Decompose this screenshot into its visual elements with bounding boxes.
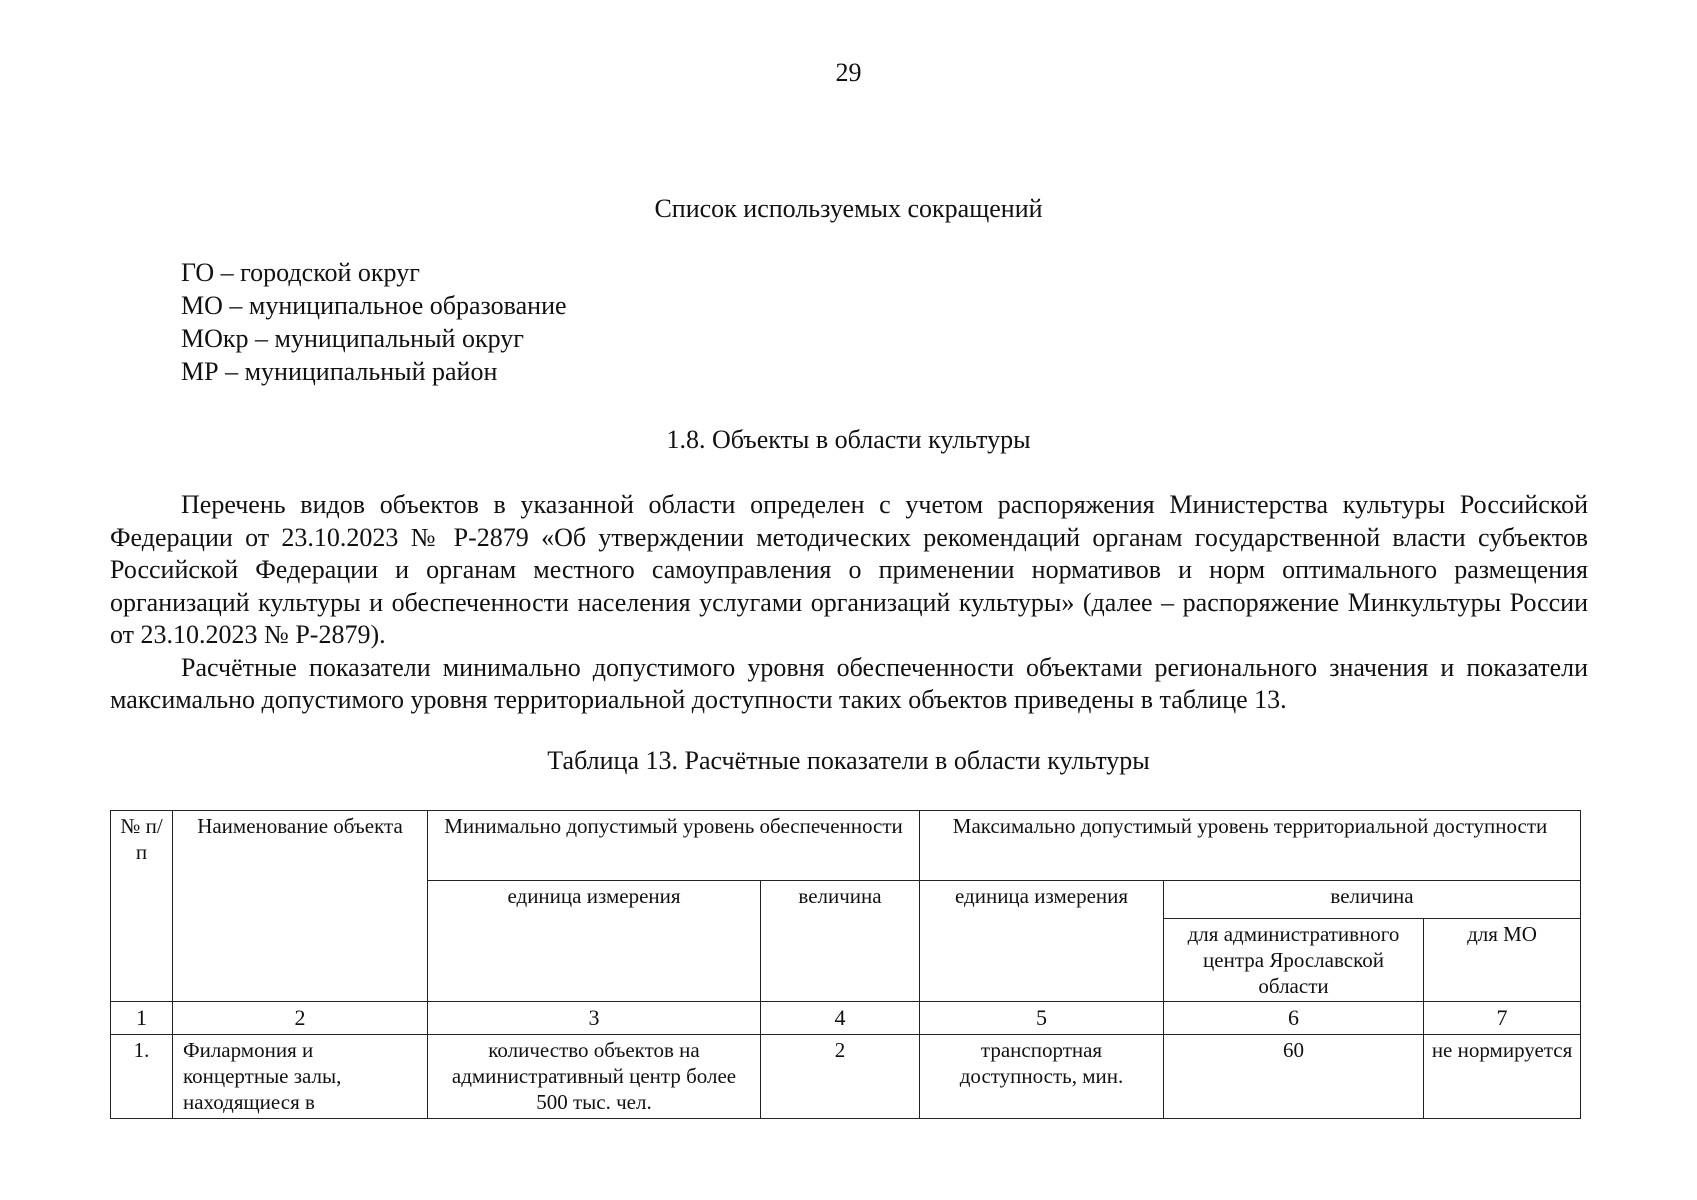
paragraph: Расчётные показатели минимально допустимого уровня обеспеченности объектами регионального значения и показатели максимально допустимого уровня территориальной доступности таких объектов приведены в таблице 13. bbox=[110, 652, 1588, 714]
header-value: величина bbox=[761, 881, 920, 1002]
page-number: 29 bbox=[835, 58, 862, 87]
header-value-access: величина bbox=[1164, 881, 1581, 919]
header-max-level: Максимально допустимый уровень территориальной доступности bbox=[920, 811, 1581, 881]
table-caption: Таблица 13. Расчётные показатели в области культуры bbox=[547, 746, 1150, 775]
column-number: 6 bbox=[1164, 1002, 1424, 1035]
header-admin-center: для административного центра Ярославской области bbox=[1164, 919, 1424, 1002]
header-unit-access: единица измерения bbox=[920, 881, 1164, 1002]
abbreviations-list bbox=[181, 256, 567, 388]
abbreviation-item: МР – муниципальный район bbox=[181, 357, 498, 386]
abbreviation-item: ГО – городской округ bbox=[181, 258, 420, 287]
abbreviations-title: Список используемых сокращений bbox=[654, 194, 1043, 223]
row-unit: количество объектов на административный центр более 500 тыс. чел. bbox=[428, 1035, 761, 1119]
row-unit-access: транспортная доступность, мин. bbox=[920, 1035, 1164, 1119]
header-name: Наименование объекта bbox=[173, 811, 428, 1002]
body-text bbox=[110, 489, 1588, 717]
section-heading: 1.8. Объекты в области культуры bbox=[666, 425, 1031, 454]
column-number: 3 bbox=[428, 1002, 761, 1035]
row-admin-center: 60 bbox=[1164, 1035, 1424, 1119]
column-number: 7 bbox=[1424, 1002, 1581, 1035]
row-name: Филармония и концертные залы, находящиеся в bbox=[173, 1035, 428, 1119]
header-for-mo: для МО bbox=[1424, 919, 1581, 1002]
abbreviation-item: МО – муниципальное образование bbox=[181, 291, 567, 320]
column-number: 4 bbox=[761, 1002, 920, 1035]
table-row bbox=[111, 1035, 1581, 1119]
row-for-mo: не нормируется bbox=[1424, 1035, 1581, 1119]
column-numbers-row bbox=[111, 1002, 1581, 1035]
header-num: № п/п bbox=[111, 811, 173, 1002]
column-number: 1 bbox=[111, 1002, 173, 1035]
row-value: 2 bbox=[761, 1035, 920, 1119]
header-unit: единица измерения bbox=[428, 881, 761, 1002]
abbreviation-item: МОкр – муниципальный округ bbox=[181, 324, 524, 353]
paragraph: Перечень видов объектов в указанной области определен с учетом распоряжения Министерства культуры Российской Федерации от 23.10.2023 № Р-2879 «Об утверждении методических рекомендаций органам государственной власти субъектов Российской Федерации и органам местного самоуправления о применении нормативов и норм оптимального размещения организаций культуры и обеспеченности населения услугами организаций культуры» (далее – распоряжение Минкультуры России от 23.10.2023 № Р-2879). bbox=[110, 490, 1588, 649]
header-min-level: Минимально допустимый уровень обеспеченности bbox=[428, 811, 920, 881]
column-number: 2 bbox=[173, 1002, 428, 1035]
column-number: 5 bbox=[920, 1002, 1164, 1035]
row-num: 1. bbox=[111, 1035, 173, 1119]
indicators-table bbox=[110, 810, 1581, 1119]
